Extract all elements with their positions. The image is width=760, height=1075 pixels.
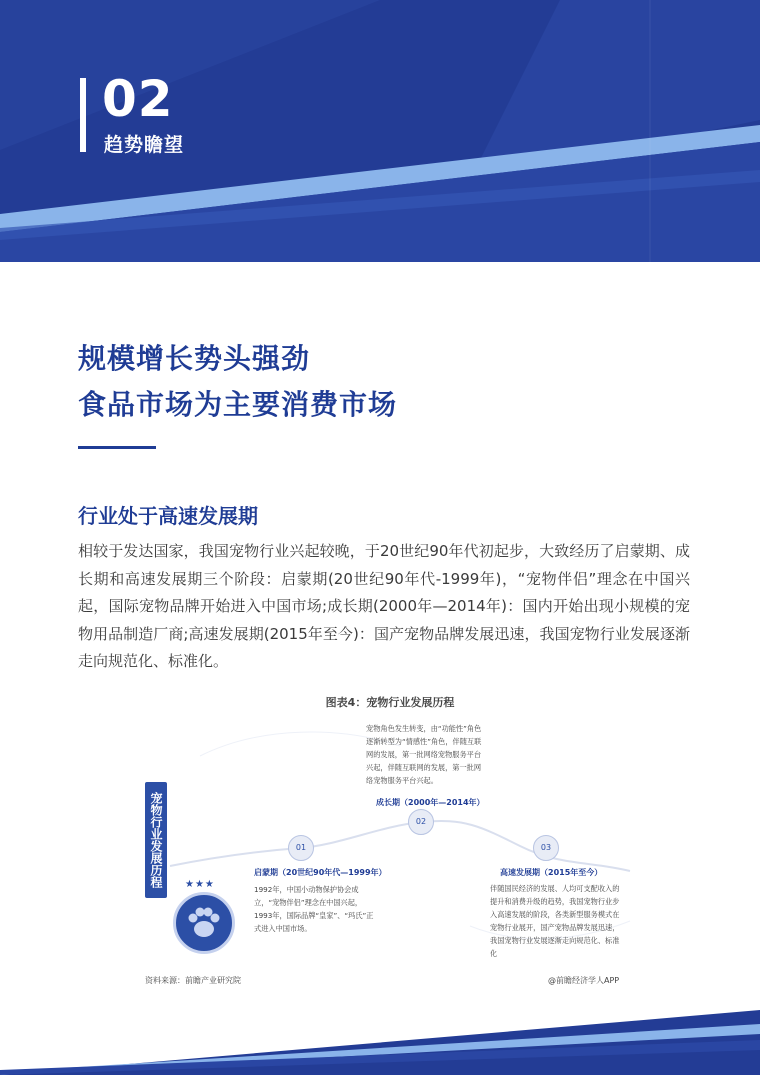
- footer-decoration: [0, 1010, 760, 1075]
- figure-title: 图表4：宠物行业发展历程: [325, 696, 455, 709]
- heading-line-2: 食品市场为主要消费市场: [78, 388, 398, 421]
- section-title: 趋势瞻望: [104, 134, 185, 156]
- body-paragraph: 相较于发达国家，我国宠物行业兴起较晚，于20世纪90年代初起步，大致经历了启蒙期、成长期和高速发展期三个阶段：启蒙期(20世纪90年代-1999年)，“宠物伴侣”理念在中国兴起，国际宠物品牌开始进入中国市场;成长期(2000年—2014年)：国内开始出现小规模的宠物用品制造厂商;高速发展期(2015年至今)：国产宠物品牌发展迅速，我国宠物行业发展逐渐走向规范化、标准化。: [78, 542, 690, 670]
- stage-2-label: 成长期（2000年—2014年）: [376, 798, 485, 807]
- stage-3-text: 伴随国民经济的发展、人均可支配收入的提升和消费升级的趋势，我国宠物行业步入高速发展的阶段，各类新型服务模式在宠物行业展开，国产宠物品牌发展迅速，我国宠物行业发展逐渐走向规范化、标准化: [490, 884, 620, 958]
- stage-1-text: 1992年，中国小动物保护协会成立，“宠物伴侣”理念在中国兴起，1993年，国际品牌“皇家”、“玛氏”正式进入中国市场。: [254, 885, 374, 933]
- section-bar: [80, 78, 86, 152]
- section-number: 02: [102, 70, 174, 128]
- stage-3-badge: 03: [533, 835, 559, 861]
- stage-1-label: 启蒙期（20世纪90年代—1999年）: [254, 868, 387, 877]
- stage-3-label: 高速发展期（2015年至今）: [500, 868, 603, 877]
- heading-underline: [78, 446, 156, 449]
- header-banner: [0, 0, 760, 262]
- paw-icon: [173, 892, 235, 954]
- figure-source: 资料来源：前瞻产业研究院: [145, 976, 241, 985]
- stage-1-badge: 01: [288, 835, 314, 861]
- figure-credit: @前瞻经济学人APP: [548, 976, 620, 985]
- stage-2-text: 宠物角色发生转变，由“功能性”角色逐渐转型为“情感性”角色，伴随互联网的发展，第一批网络宠物服务平台兴起，伴随互联网的发展，第一批网络宠物服务平台兴起。: [366, 724, 482, 785]
- page-heading: [78, 336, 397, 428]
- stage-2-badge: 02: [408, 809, 434, 835]
- subheading: 行业处于高速发展期: [78, 504, 258, 528]
- stars-icon: ★★★: [185, 879, 215, 890]
- figure-side-label: 宠物行业发展历程: [145, 782, 167, 898]
- figure-timeline: [140, 686, 640, 991]
- heading-line-1: 规模增长势头强劲: [78, 342, 311, 375]
